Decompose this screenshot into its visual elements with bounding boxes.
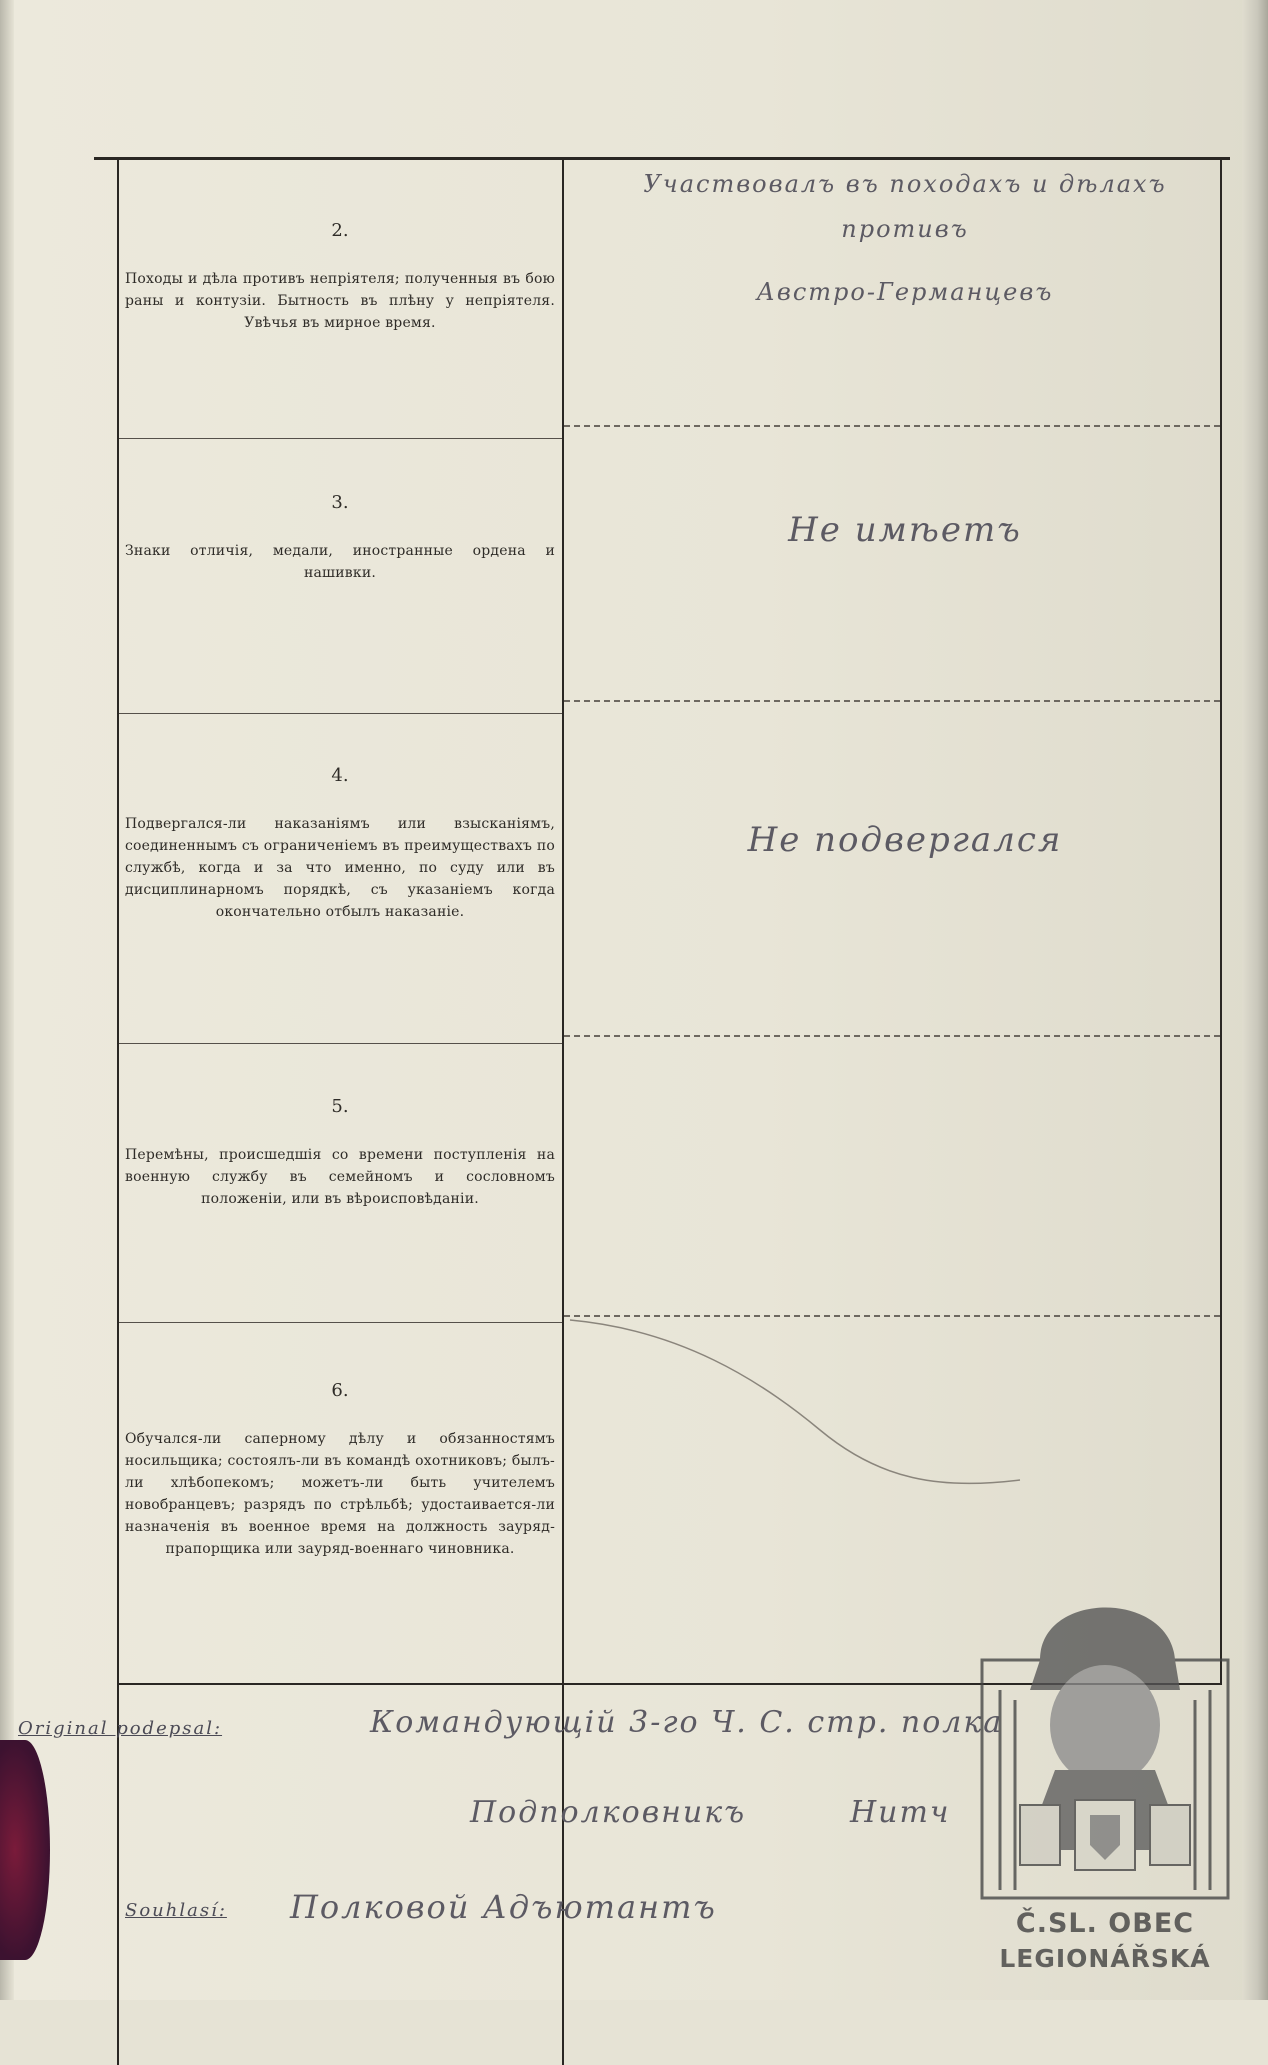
table-row	[125, 492, 555, 584]
table-right-border	[1220, 160, 1222, 1685]
handwritten-answer: противъ	[841, 215, 969, 243]
handwritten-answer: Участвовалъ въ походахъ и дѣлахъ	[643, 170, 1167, 198]
row-question: Перемѣны, происшедшія со времени поступленія на военную службу въ семейномъ и сословномъ положеніи, или въ вѣроисповѣданіи.	[125, 1147, 555, 1207]
soldier-emblem-icon	[980, 1550, 1230, 1900]
table-column-divider	[562, 160, 564, 2065]
annotation-agrees: Souhlasí:	[125, 1900, 227, 1921]
row-divider	[564, 425, 1220, 427]
table-top-rule	[94, 157, 1230, 160]
watermark-text: LEGIONÁŘSKÁ	[999, 1944, 1211, 1973]
pencil-stroke	[560, 1300, 1160, 1500]
signature-line-commander: Командующій 3-го Ч. С. стр. полка	[370, 1705, 1004, 1740]
table-left-border	[117, 160, 119, 2065]
signature-name: Нитч	[850, 1795, 951, 1830]
table-row	[125, 765, 555, 923]
row-number: 2.	[331, 220, 349, 241]
row-question: Знаки отличія, медали, иностранные ордена и нашивки.	[125, 543, 555, 581]
table-row	[125, 1096, 555, 1210]
page-right-edge	[1242, 0, 1268, 2000]
watermark-text: Č.SL. OBEC	[1015, 1908, 1195, 1939]
row-number: 3.	[331, 492, 349, 513]
page-left-edge	[0, 0, 14, 2000]
row-divider	[119, 438, 562, 439]
row-question: Походы и дѣла противъ непріятеля; полученныя въ бою раны и контузіи. Бытность въ плѣну у непріятеля. Увѣчья въ мирное время.	[125, 271, 555, 331]
legion-watermark-logo	[980, 1550, 1230, 1995]
table-row	[125, 220, 555, 334]
row-divider	[564, 1035, 1220, 1037]
row-number: 4.	[331, 765, 349, 786]
row-divider	[564, 700, 1220, 702]
row-question: Подвергался-ли наказаніямъ или взысканіямъ, соединеннымъ съ ограниченіемъ въ преимуществахъ по службѣ, когда и за что именно, по суду или въ дисциплинарномъ порядкѣ, съ указаніемъ когда окончательно отбылъ наказаніе.	[125, 816, 555, 920]
signature-line-rank: Подполковникъ	[470, 1795, 747, 1830]
table-row	[125, 1380, 555, 1560]
row-divider	[119, 713, 562, 714]
row-question: Обучался-ли саперному дѣлу и обязанностямъ носильщика; состоялъ-ли въ командѣ охотниковъ; былъ-ли хлѣбопекомъ; можетъ-ли быть учителемъ новобранцевъ; разрядъ по стрѣльбѣ; удостаивается-ли назначенія въ военное время на должность зауряд-прапорщика или зауряд-военнаго чиновника.	[125, 1431, 555, 1557]
row-divider	[119, 1043, 562, 1044]
handwritten-answer: Не подвергался	[747, 820, 1063, 860]
annotation-original-signed: Original podepsal:	[18, 1718, 223, 1739]
row-number: 5.	[331, 1096, 349, 1117]
red-seal-fragment	[0, 1740, 50, 1960]
handwritten-answer: Австро-Германцевъ	[756, 278, 1054, 306]
signature-line-adjutant: Полковой Адъютантъ	[290, 1888, 717, 1926]
row-divider	[119, 1322, 562, 1323]
row-number: 6.	[331, 1380, 349, 1401]
handwritten-answer: Не имѣетъ	[788, 510, 1022, 550]
